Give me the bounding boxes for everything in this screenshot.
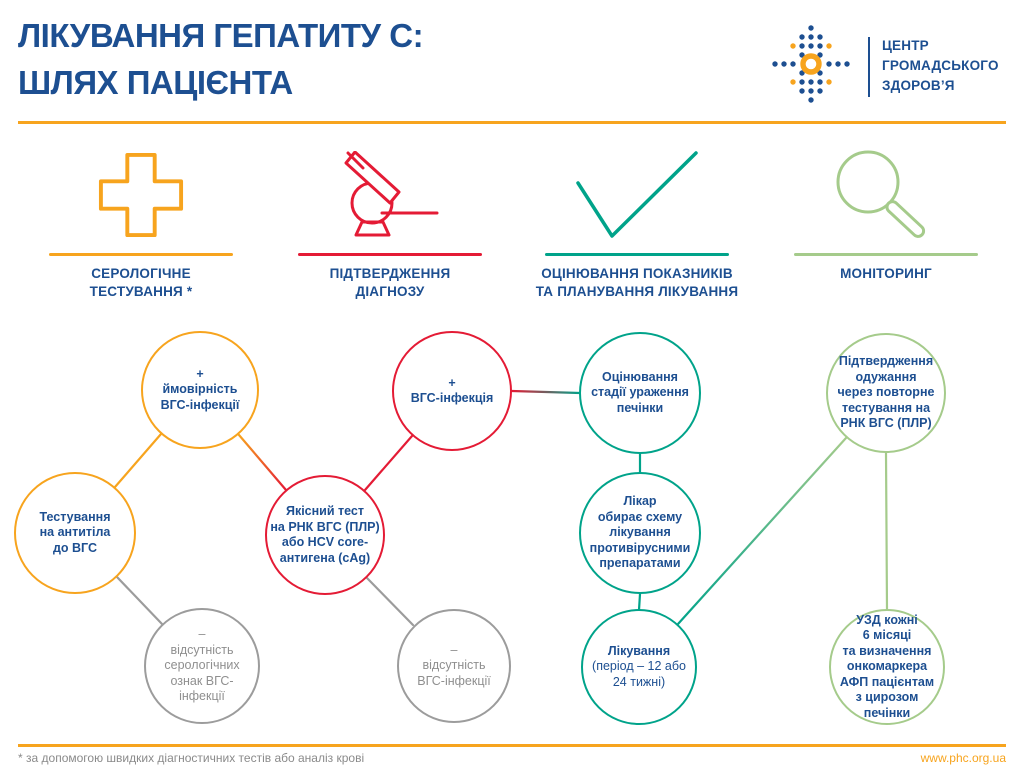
- node-text-line: УЗД кожні: [856, 612, 918, 627]
- node-treatment: [581, 609, 697, 725]
- node-text-line: печінки: [616, 400, 664, 415]
- stage-label-line1: ОЦІНЮВАННЯ ПОКАЗНИКІВ: [541, 266, 733, 281]
- node-text-line: з цирозом: [855, 690, 919, 705]
- node-text-line: інфекції: [179, 689, 225, 704]
- node-text-line: противірусними: [589, 540, 691, 555]
- connector-line: [239, 435, 286, 490]
- node-text-line: +: [196, 366, 204, 381]
- stage-label-line1: СЕРОЛОГІЧНЕ: [91, 266, 191, 281]
- node-text-line: обирає схему: [597, 509, 683, 524]
- connector-line: [365, 436, 412, 490]
- stage-label-line1: ПІДТВЕРДЖЕННЯ: [329, 266, 451, 281]
- node-text-line: –: [198, 627, 206, 642]
- node-text-line: Якісний тест: [285, 504, 365, 518]
- node-ultrasound-monitoring: [829, 609, 945, 725]
- node-text-line: стадії ураження: [591, 385, 689, 400]
- node-text-line: та визначення: [842, 643, 932, 658]
- node-text-line: РНК ВГС (ПЛР): [840, 416, 932, 431]
- node-text-line: або HCV core-: [281, 535, 369, 549]
- node-probability-hcv: [141, 331, 259, 449]
- logo-line1: ЦЕНТР: [882, 38, 929, 53]
- node-text-line: Підтвердження: [838, 354, 934, 369]
- node-text-line: ознак ВГС-: [170, 673, 234, 688]
- node-text-line: серологічних: [164, 658, 240, 673]
- node-text-line: через повторне: [837, 385, 935, 400]
- node-text-line: лікування: [609, 525, 671, 540]
- node-no-serology-signs: [144, 608, 260, 724]
- node-text-line: одужання: [855, 369, 917, 384]
- stage-label-line2: ТА ПЛАНУВАННЯ ЛІКУВАННЯ: [535, 284, 739, 299]
- node-text-line: Оцінювання: [602, 369, 678, 384]
- node-text-line: Лікування: [607, 643, 671, 658]
- node-cure-confirmation: [826, 333, 946, 453]
- node-liver-assessment: [579, 332, 701, 454]
- node-text-line: препаратами: [599, 556, 681, 571]
- node-text-line: ВГС-інфекції: [160, 397, 240, 412]
- logo-line3: ЗДОРОВ’Я: [882, 78, 955, 93]
- node-text-line: на РНК ВГС (ПЛР): [270, 519, 380, 534]
- connector-line: [886, 453, 887, 610]
- node-text-line: тестування на: [841, 400, 931, 415]
- stage-label-line2: ДІАГНОЗУ: [355, 284, 425, 299]
- footnote: * за допомогою швидких діагностичних тестів або аналіз крові: [18, 751, 365, 765]
- node-text-line: до ВГС: [52, 540, 98, 555]
- node-text-line: Тестування: [39, 509, 111, 524]
- node-no-hcv-infection: [397, 609, 511, 723]
- page-title-line2: ШЛЯХ ПАЦІЄНТА: [18, 64, 293, 101]
- node-text-line: відсутність: [170, 642, 234, 657]
- node-text-line: відсутність: [422, 658, 486, 673]
- node-text-line: 6 місяці: [862, 628, 912, 643]
- connector-line: [367, 578, 413, 625]
- node-qualitative-test: [265, 475, 385, 595]
- node-antibody-test: [14, 472, 136, 594]
- connector-line: [678, 438, 846, 624]
- node-text-line: 24 тижні): [612, 674, 666, 689]
- node-text-line: +: [448, 375, 456, 390]
- node-text-line: ВГС-інфекція: [410, 391, 494, 405]
- connector-line: [117, 577, 162, 624]
- node-text-line: на антитіла: [39, 525, 111, 540]
- connector-line: [115, 434, 161, 487]
- node-text-line: Лікар: [623, 494, 657, 509]
- website-link[interactable]: www.phc.org.ua: [920, 751, 1006, 765]
- node-text-line: онкомаркера: [846, 659, 928, 674]
- node-text-line: АФП пацієнтам: [839, 674, 935, 689]
- logo-line2: ГРОМАДСЬКОГО: [882, 58, 999, 73]
- node-text-line: ВГС-інфекції: [417, 673, 491, 688]
- node-text-line: антигена (cAg): [279, 550, 371, 565]
- stage-label-line2: ТЕСТУВАННЯ *: [89, 284, 193, 299]
- stage-label-line1: МОНІТОРИНГ: [840, 266, 932, 281]
- connector-line: [639, 594, 640, 610]
- node-doctor-chooses-regimen: [579, 472, 701, 594]
- node-text-line: (період – 12 або: [592, 659, 686, 674]
- node-text-line: –: [450, 642, 458, 657]
- page-title-line1: ЛІКУВАННЯ ГЕПАТИТУ С:: [18, 17, 424, 54]
- node-hcv-infection: [392, 331, 512, 451]
- connector-line: [512, 391, 580, 393]
- node-text-line: печінки: [863, 705, 911, 720]
- node-text-line: ймовірність: [162, 382, 238, 397]
